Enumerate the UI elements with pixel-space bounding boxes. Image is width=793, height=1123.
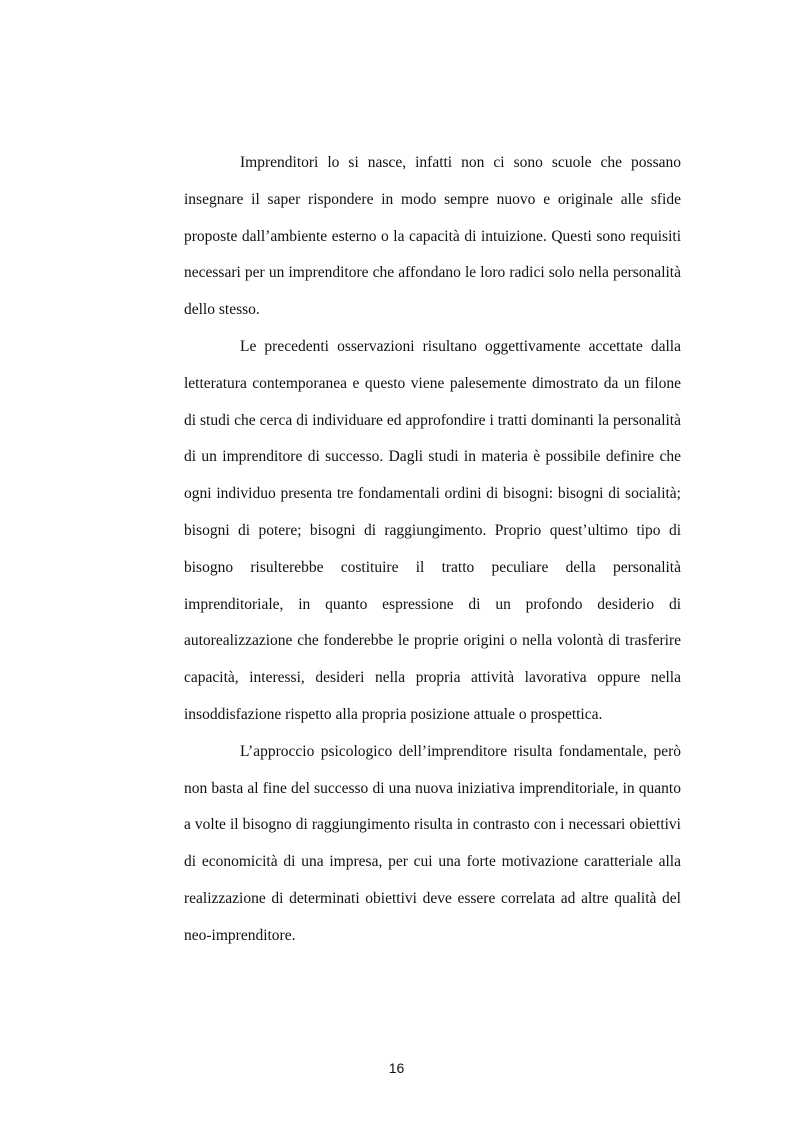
body-text [184, 145, 681, 955]
paragraph-1: Imprenditori lo si nasce, infatti non ci sono scuole che possano insegnare il saper rispondere in modo sempre nuovo e originale alle sfide proposte dall’ambiente esterno o la capacità di intuizione. Questi sono requisiti necessari per un imprenditore che affondano le loro radici solo nella personalità dello stesso. [184, 154, 681, 319]
paragraph-3: L’approccio psicologico dell’imprenditore risulta fondamentale, però non basta al fine del successo di una nuova iniziativa imprenditoriale, in quanto a volte il bisogno di raggiungimento risulta in contrasto con i necessari obiettivi di economicità di una impresa, per cui una forte motivazione caratteriale alla realizzazione di determinati obiettivi deve essere correlata ad altre qualità del neo-imprenditore. [184, 742, 681, 944]
page-number: 16 [388, 1060, 405, 1076]
paragraph-2: Le precedenti osservazioni risultano oggettivamente accettate dalla letteratura contemporanea e questo viene palesemente dimostrato da un filone di studi che cerca di individuare ed approfondire i tratti dominanti la personalità di un imprenditore di successo. Dagli studi in materia è possibile definire che ogni individuo presenta tre fondamentali ordini di bisogni: bisogni di socialità; bisogni di potere; bisogni di raggiungimento. Proprio quest’ultimo tipo di bisogno risulterebbe costituire il tratto peculiare della personalità imprenditoriale, in quanto espressione di un profondo desiderio di autorealizzazione che fonderebbe le proprie origini o nella volontà di trasferire capacità, interessi, desideri nella propria attività lavorativa oppure nella insoddisfazione rispetto alla propria posizione attuale o prospettica. [184, 337, 681, 723]
